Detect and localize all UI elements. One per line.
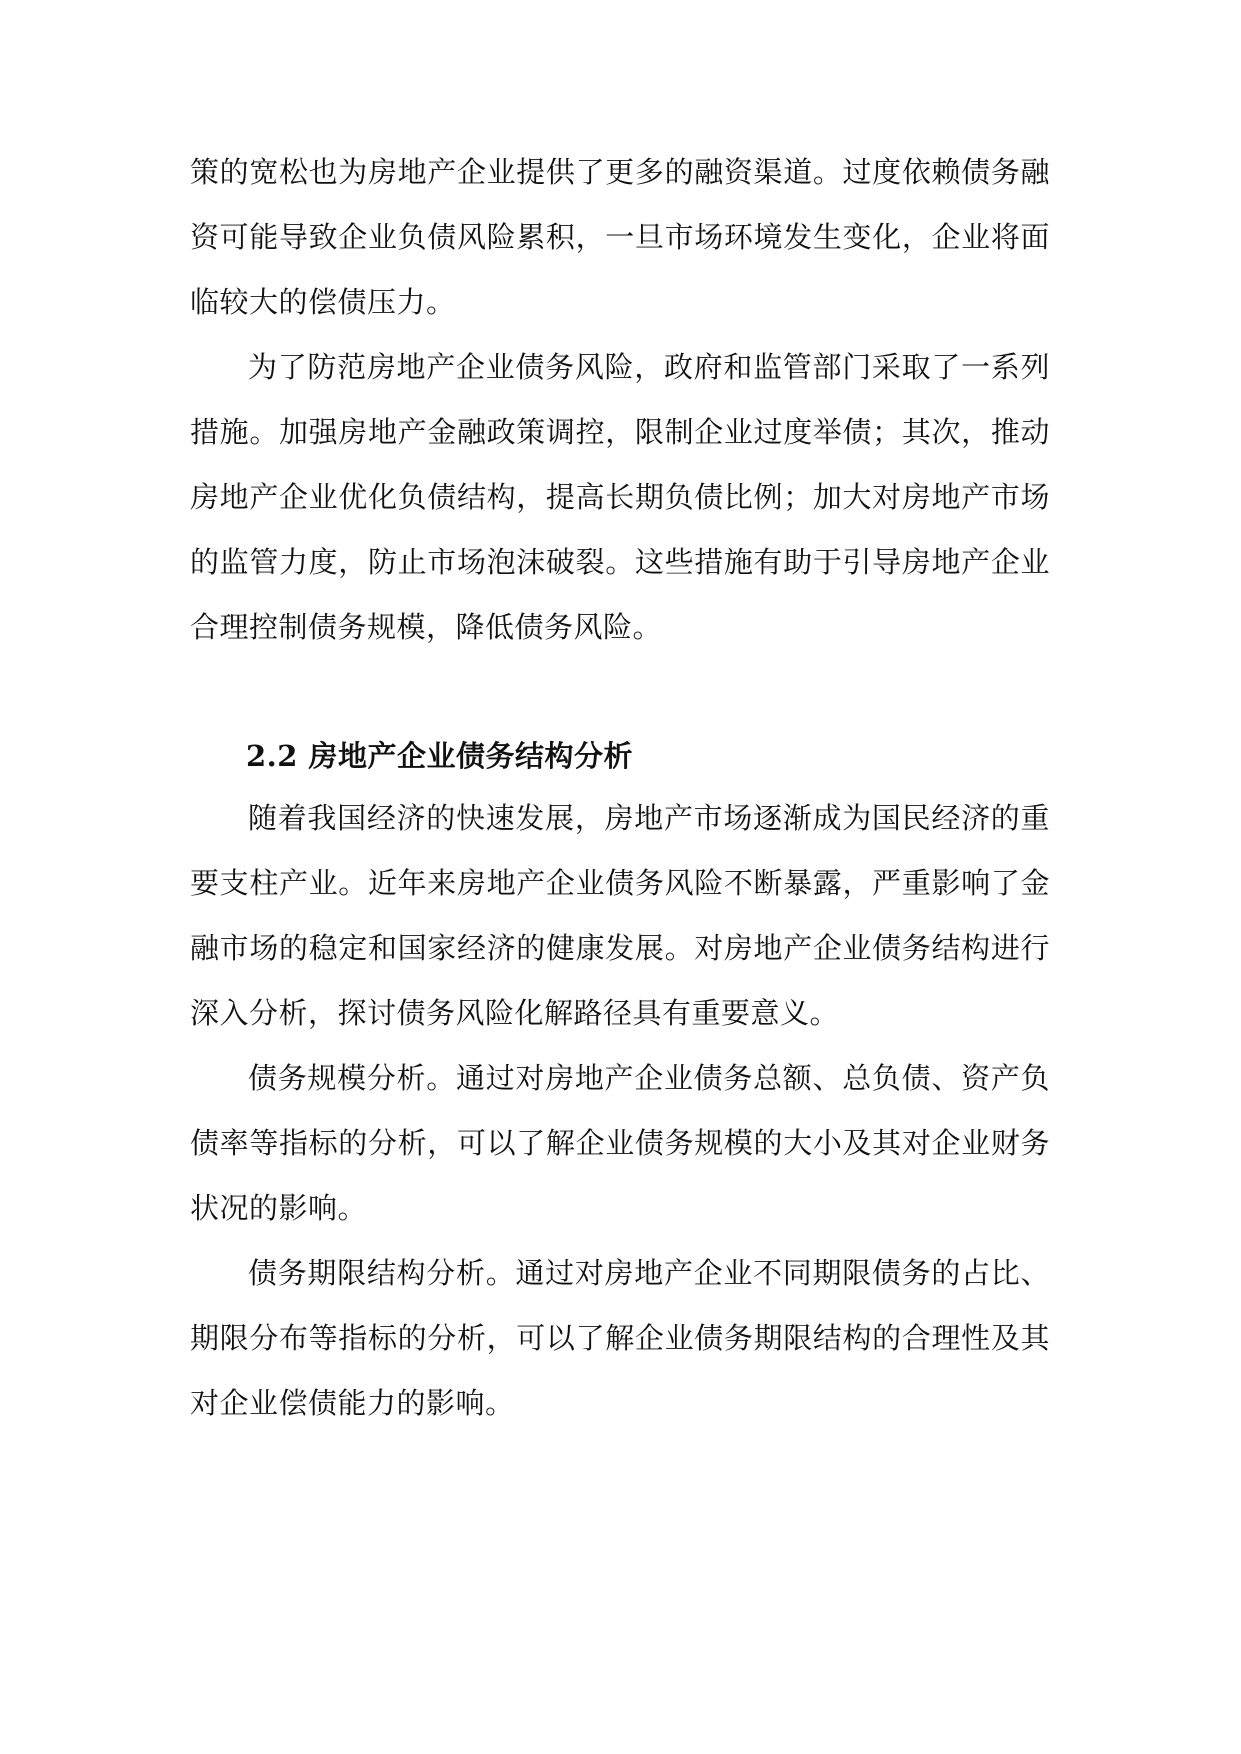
- paragraph-continued: 策的宽松也为房地产企业提供了更多的融资渠道。过度依赖债务融资可能导致企业负债风险累积，一旦市场环境发生变化，企业将面临较大的偿债压力。: [190, 155, 1050, 319]
- paragraph-debt-structure-intro: 随着我国经济的快速发展，房地产市场逐渐成为国民经济的重要支柱产业。近年来房地产企业债务风险不断暴露，严重影响了金融市场的稳定和国家经济的健康发展。对房地产企业债务结构进行深入分析，探讨债务风险化解路径具有重要意义。: [190, 801, 1050, 1030]
- paragraph-risk-prevention-measures: 为了防范房地产企业债务风险，政府和监管部门采取了一系列措施。加强房地产金融政策调控，限制企业过度举债；其次，推动房地产企业优化负债结构，提高长期负债比例；加大对房地产市场的监管力度，防止市场泡沫破裂。这些措施有助于引导房地产企业合理控制债务规模，降低债务风险。: [190, 350, 1050, 644]
- section-heading: 2.2 房地产企业债务结构分析: [246, 739, 634, 773]
- paragraph-debt-scale-analysis: 债务规模分析。通过对房地产企业债务总额、总负债、资产负债率等指标的分析，可以了解企业债务规模的大小及其对企业财务状况的影响。: [190, 1061, 1050, 1225]
- paragraph-debt-maturity-analysis: 债务期限结构分析。通过对房地产企业不同期限债务的占比、期限分布等指标的分析，可以了解企业债务期限结构的合理性及其对企业偿债能力的影响。: [190, 1256, 1050, 1420]
- document-body: [190, 140, 1050, 1436]
